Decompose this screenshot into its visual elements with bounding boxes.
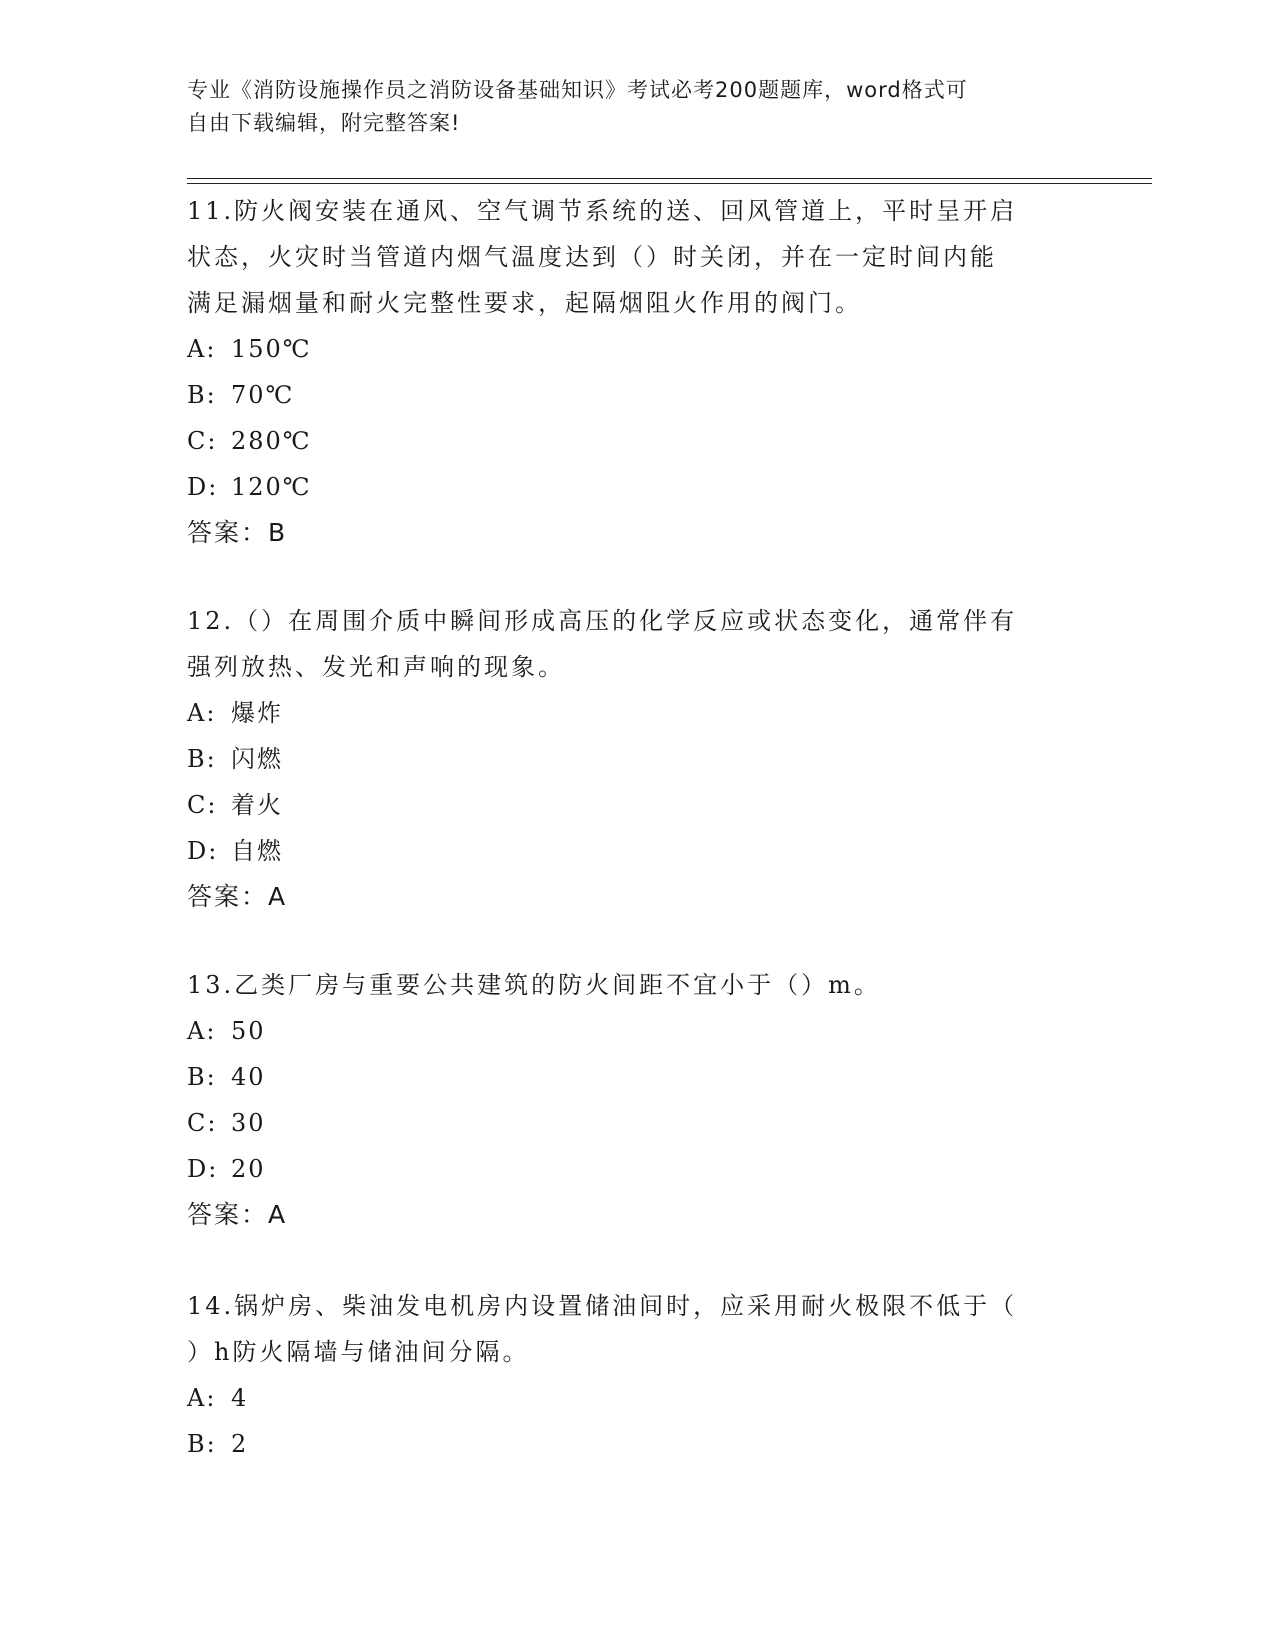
question-14 [187, 1283, 1087, 1467]
option-key: B: [187, 381, 217, 409]
option-b [187, 372, 1087, 418]
question-stem-line: 12.（）在周围介质中瞬间形成高压的化学反应或状态变化，通常伴有 [187, 607, 1018, 635]
question-stem-line: 状态，火灾时当管道内烟气温度达到（）时关闭，并在一定时间内能 [187, 243, 997, 271]
option-key: A: [187, 1384, 217, 1412]
option-key: B: [187, 1063, 217, 1091]
option-key: B: [187, 745, 217, 773]
option-key: C: [187, 791, 218, 819]
option-text: 20 [231, 1155, 266, 1183]
document-header [187, 74, 1067, 140]
question-stem-line: ）h防火隔墙与储油间分隔。 [187, 1338, 530, 1366]
header-divider-bottom [187, 183, 1152, 184]
option-key: D: [187, 837, 219, 865]
option-text: 闪燃 [231, 745, 283, 773]
option-c [187, 782, 1087, 828]
question-stem-line: 强列放热、发光和声响的现象。 [187, 653, 565, 681]
question-stem-line: 满足漏烟量和耐火完整性要求，起隔烟阻火作用的阀门。 [187, 289, 862, 317]
option-text: 4 [231, 1384, 249, 1412]
option-key: D: [187, 473, 219, 501]
option-text: 爆炸 [231, 699, 283, 727]
option-key: A: [187, 1017, 217, 1045]
answer-line: 答案：B [187, 518, 288, 547]
option-text: 40 [231, 1063, 266, 1091]
option-key: A: [187, 699, 217, 727]
answer-line: 答案：A [187, 882, 288, 911]
option-text: 280℃ [231, 427, 312, 455]
option-b [187, 736, 1087, 782]
header-divider-top [187, 178, 1152, 179]
question-stem-line: 14.锅炉房、柴油发电机房内设置储油间时，应采用耐火极限不低于（ [187, 1292, 1018, 1320]
option-text: 2 [231, 1430, 249, 1458]
option-key: A: [187, 335, 217, 363]
option-c [187, 418, 1087, 464]
option-key: D: [187, 1155, 219, 1183]
question-13 [187, 962, 1087, 1238]
question-stem-line: 13.乙类厂房与重要公共建筑的防火间距不宜小于（）m。 [187, 971, 881, 999]
option-a [187, 1375, 1087, 1421]
option-b [187, 1421, 1087, 1467]
header-line-2: 自由下载编辑，附完整答案! [187, 111, 461, 135]
option-d [187, 464, 1087, 510]
option-a [187, 690, 1087, 736]
option-b [187, 1054, 1087, 1100]
option-c [187, 1100, 1087, 1146]
question-stem-line: 11.防火阀安装在通风、空气调节系统的送、回风管道上，平时呈开启 [187, 197, 1018, 225]
answer-line: 答案：A [187, 1200, 288, 1229]
option-text: 150℃ [231, 335, 312, 363]
question-11 [187, 188, 1087, 556]
option-key: C: [187, 1109, 218, 1137]
option-d [187, 1146, 1087, 1192]
question-12 [187, 598, 1087, 920]
option-text: 着火 [231, 791, 283, 819]
header-line-1: 专业《消防设施操作员之消防设备基础知识》考试必考200题题库，word格式可 [187, 78, 968, 102]
option-a [187, 326, 1087, 372]
option-text: 自燃 [231, 837, 283, 865]
option-key: B: [187, 1430, 217, 1458]
option-text: 50 [231, 1017, 266, 1045]
option-text: 70℃ [231, 381, 295, 409]
option-text: 120℃ [231, 473, 312, 501]
option-a [187, 1008, 1087, 1054]
option-key: C: [187, 427, 218, 455]
option-text: 30 [231, 1109, 266, 1137]
option-d [187, 828, 1087, 874]
